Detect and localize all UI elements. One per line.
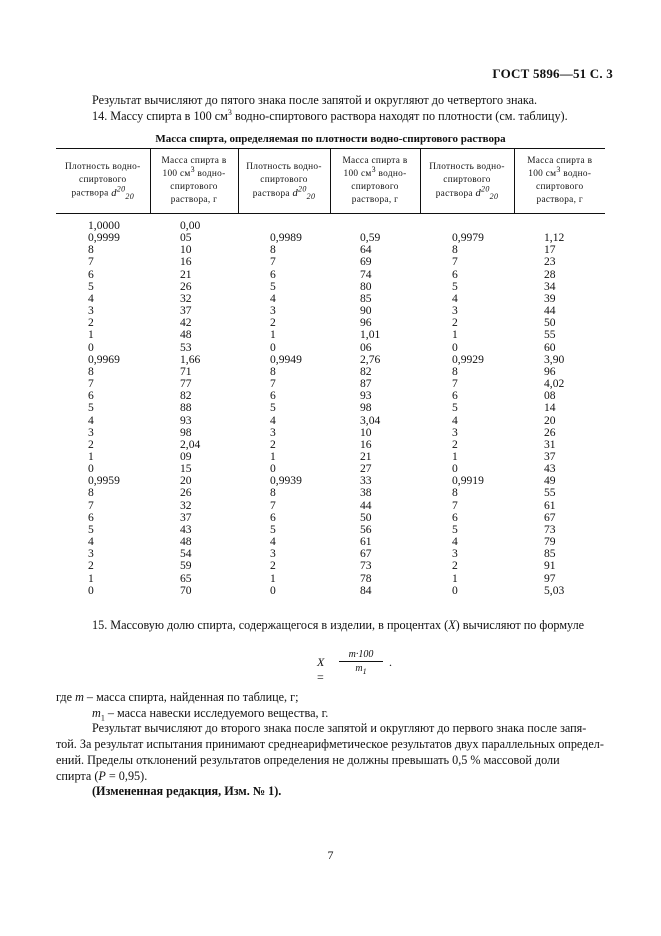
mass-cell: 97 [544,571,556,585]
mass-cell: 49 [544,474,556,488]
mass-cell: 26 [544,425,556,439]
page-number: 7 [327,848,334,862]
density-cell: 3 [88,547,94,561]
where-m1: $m_1$ – масса навески исследуемого вещества, г. [92,706,329,723]
density-cell: 0 [88,462,94,476]
table-row [56,390,605,402]
mass-cell: 85 [544,547,556,561]
density-cell: 2 [88,316,94,330]
mass-cell: 32 [180,291,192,305]
mass-cell: 3,04 [360,413,381,427]
mass-cell: 78 [360,571,372,585]
density-cell: 0,9919 [452,474,484,488]
paragraph-15: 15. Массовую долю спирта, содержащегося в изделии, в процентах (X) вычисляют по формуле [92,618,585,632]
density-cell: 8 [88,243,94,257]
density-cell: 4 [452,535,458,549]
density-cell: 0 [270,462,276,476]
density-cell: 1 [452,328,458,342]
density-cell: 4 [270,413,276,427]
table-row [56,244,605,256]
mass-cell: 50 [544,316,556,330]
mass-cell: 53 [180,340,192,354]
density-cell: 3 [88,425,94,439]
mass-cell: 71 [180,364,192,378]
header-mass-3: Масса спирта в 100 $см^3$ водно- спиртового раствора, г [514,149,605,214]
mass-cell: 2,04 [180,437,201,451]
density-cell: 3 [270,547,276,561]
density-cell: 1 [452,449,458,463]
table-row [56,415,605,427]
density-cell: 8 [88,364,94,378]
density-cell: 0 [452,340,458,354]
mass-cell: 48 [180,328,192,342]
density-cell: 1 [270,449,276,463]
density-cell: 0,9949 [270,352,302,366]
table-row [56,281,605,293]
table-row [56,366,605,378]
mass-cell: 44 [544,304,556,318]
density-cell: 0,9979 [452,231,484,245]
density-cell: 5 [270,401,276,415]
table-row [56,451,605,463]
table-row [56,317,605,329]
density-cell: 5 [88,279,94,293]
mass-cell: 55 [544,328,556,342]
table-row [56,427,605,439]
density-cell: 6 [270,389,276,403]
density-cell: 8 [270,364,276,378]
standard-header: ГОСТ 5896—51 С. 3 [492,66,613,81]
mass-cell: 54 [180,547,192,561]
density-cell: 7 [88,377,94,391]
mass-cell: 43 [180,522,192,536]
density-cell: 6 [452,510,458,524]
table-caption: Масса спирта, определяемая по плотности водно-спиртового раствора [155,133,506,145]
density-cell: 0 [88,340,94,354]
mass-cell: 55 [544,486,556,500]
mass-cell: 43 [544,462,556,476]
density-cell: 0 [452,583,458,597]
density-cell: 4 [88,413,94,427]
density-cell: 4 [452,291,458,305]
table-row [56,585,605,597]
header-mass-2: Масса спирта в 100 $см^3$ водно- спиртового раствора, г [330,149,420,214]
mass-cell: 44 [360,498,372,512]
mass-cell: 73 [360,559,372,573]
mass-cell: 16 [180,255,192,269]
density-cell: 8 [270,486,276,500]
density-cell: 0,9969 [88,352,120,366]
density-cell: 5 [270,279,276,293]
density-cell: 5 [88,401,94,415]
density-cell: 8 [270,243,276,257]
formula-denominator: $m_1$ [355,663,367,676]
density-cell: 6 [452,267,458,281]
table-row [56,463,605,475]
mass-cell: 82 [360,364,372,378]
table-header-row [56,149,605,214]
table-row [56,500,605,512]
where-m: где m – масса спирта, найденная по таблице, г; [56,690,299,704]
mass-cell: 98 [180,425,192,439]
mass-cell: 82 [180,389,192,403]
mass-cell: 4,02 [544,377,565,391]
density-cell: 8 [452,364,458,378]
header-density-3: Плотность водно- спиртового раствора $d^{20}_{20}$ [420,149,514,214]
table-row [56,512,605,524]
mass-cell: 59 [180,559,192,573]
document-page: ГОСТ 5896—51 С. 3 Результат вычисляют до пятого знака после запятой и округляют до четвертого знака. 14. Массу спирта в 100 $см^3$ водно-спиртового раствора находят по плотности (см. таблицу). Масса спирта, определяемая по плотности водно-спиртового раствора Плотность водно- спиртового раствора $d^{20}_{20}$ Масса спирта в 100 $см^3$ водно- спиртового раствора, г Плотность водно- спиртового раствора $d^{20}_{20}$ Масса спирта в 100 $см^3$ водно- спиртового раствора, г Плотность водно- спиртового раствора $d^{20}_{20}$ Масса спирта в 100 $см^3$ водно- спиртового раствора, г 1,0000 0,00 0,9999 05 0,9989 0,59 0,9979 1,12 8 10 8 64 8 17 7 16 7 69 7 23 6 21 6 74 6 28 5 26 5 80 5 34 4 32 4 85 4 39 3 37 3 90 3 44 2 42 2 96 2 50 1 48 1 1,01 1 55 0 53 0 06 0 60 0,9969 1,66 0,9949 2,76 0,9929 3,90 8 71 8 82 8 96 7 77 7 87 7 4,02 6 82 6 93 6 08 5 88 5 98 5 14 4 93 4 3,04 4 20 3 98 3 10 3 26 2 2,04 2 16 2 31 1 09 1 21 1 37 0 15 0 27 0 43 0,9959 20 0,9939 33 0,9919 49 8 26 8 38 8 55 7 32 7 44 7 61 6 37 6 50 6 67 5 43 5 56 5 73 4 48 4 61 4 79 3 54 3 67 3 85 2 59 2 73 2 91 1 65 1 78 1 97 0 70 0 84 0 5,03 15. Массовую долю спирта, содержащегося в изделии, в процентах (X) вычисляют по формуле X = $\frac{m\cdot 100}{m_1}$ . где m – масса спирта, найденная по таблице, г; $m_1$ – масса навески исследуемого вещества, г. Результат вычисляют до второго знака после запятой и округляют до первого знака после запя- той. За результат испытания принимают среднеарифметическое результатов двух параллельных определ- ений. Пределы отклонений результатов определения не должны превышать 0,5 % массовой доли спирта (P = 0,95). (Измененная редакция, Изм. № 1). 7 [0,0,661,936]
mass-cell: 06 [360,340,372,354]
mass-cell: 10 [180,243,192,257]
formula-fraction [339,648,383,675]
header-mass-1: Масса спирта в 100 $см^3$ водно- спиртового раствора, г [150,149,238,214]
table-row [56,232,605,244]
mass-cell: 21 [360,449,372,463]
density-cell: 7 [270,255,276,269]
mass-cell: 84 [360,583,372,597]
density-symbol: $d^{20}_{20}$ [111,184,135,202]
mass-cell: 23 [544,255,556,269]
mass-cell: 77 [180,377,192,391]
density-cell: 5 [270,522,276,536]
table-row [56,354,605,366]
mass-cell: 48 [180,535,192,549]
density-cell: 0,9999 [88,231,120,245]
density-cell: 7 [452,498,458,512]
density-cell: 1,0000 [88,219,120,232]
table-row [56,573,605,585]
density-cell: 1 [270,571,276,585]
density-cell: 7 [452,255,458,269]
mass-cell: 31 [544,437,556,451]
density-cell: 5 [452,522,458,536]
paragraph-rounding: Результат вычисляют до пятого знака после запятой и округляют до четвертого знака. [92,93,538,107]
density-cell: 3 [270,304,276,318]
mass-cell: 87 [360,377,372,391]
density-cell: 2 [88,559,94,573]
result-paragraph: Результат вычисляют до второго знака после запятой и округляют до первого знака после запя- той. За результат испытания принимают среднеарифметическое результатов двух параллельных определ- ений. Пределы отклонений результатов определения не должны превышать 0,5 % массовой доли спирта (P = 0,95). [56,721,604,783]
table-row [56,402,605,414]
density-cell: 3 [452,425,458,439]
density-cell: 2 [452,316,458,330]
density-cell: 0,9929 [452,352,484,366]
density-cell: 0 [270,583,276,597]
mass-cell: 73 [544,522,556,536]
mass-cell: 93 [360,389,372,403]
table-row [56,269,605,281]
mass-cell: 93 [180,413,192,427]
density-cell: 8 [452,243,458,257]
mass-cell: 16 [360,437,372,451]
mass-cell: 26 [180,279,192,293]
mass-cell: 20 [544,413,556,427]
mass-cell: 14 [544,401,556,415]
table-row [56,329,605,341]
mass-cell: 56 [360,522,372,536]
density-cell: 2 [452,437,458,451]
table-row [56,342,605,354]
table-row [56,548,605,560]
mass-cell: 74 [360,267,372,281]
density-cell [238,214,330,233]
mass-cell: 27 [360,462,372,476]
density-cell: 4 [270,291,276,305]
mass-cell: 42 [180,316,192,330]
mass-cell: 50 [360,510,372,524]
table-body [56,214,605,597]
mass-cell: 0,00 [180,219,201,232]
mass-cell: 08 [544,389,556,403]
density-cell: 3 [452,547,458,561]
density-cell: 2 [88,437,94,451]
density-cell: 0,9959 [88,474,120,488]
mass-cell: 80 [360,279,372,293]
mass-cell: 20 [180,474,192,488]
mass-cell: 5,03 [544,583,565,597]
mass-cell: 79 [544,535,556,549]
density-cell: 3 [270,425,276,439]
density-cell: 2 [270,437,276,451]
mass-cell: 3,90 [544,352,565,366]
mass-cell: 17 [544,243,556,257]
mass-cell: 2,76 [360,352,381,366]
table-row [56,560,605,572]
paragraph-14: 14. Массу спирта в 100 $см^3$ водно-спиртового раствора находят по плотности (см. таблицу). [92,107,568,123]
mass-cell: 15 [180,462,192,476]
density-cell: 0 [270,340,276,354]
density-cell: 8 [88,486,94,500]
mass-cell: 21 [180,267,192,281]
density-cell: 4 [452,413,458,427]
density-cell: 8 [452,486,458,500]
mass-cell: 61 [544,498,556,512]
mass-cell: 61 [360,535,372,549]
mass-cell: 60 [544,340,556,354]
density-cell: 3 [452,304,458,318]
density-cell: 1 [88,449,94,463]
density-cell: 6 [88,267,94,281]
mass-cell: 65 [180,571,192,585]
mass-cell: 67 [360,547,372,561]
mass-cell: 33 [360,474,372,488]
mass-cell: 91 [544,559,556,573]
density-cell: 6 [452,389,458,403]
mass-cell: 1,66 [180,352,201,366]
mass-cell: 70 [180,583,192,597]
mass-cell: 0,59 [360,231,381,245]
density-cell: 7 [88,255,94,269]
density-cell: 4 [88,291,94,305]
density-cell: 7 [270,377,276,391]
edition-note: (Измененная редакция, Изм. № 1). [92,784,282,798]
alcohol-mass-table [56,148,605,597]
density-cell: 1 [270,328,276,342]
density-cell: 0 [452,462,458,476]
table-row [56,524,605,536]
density-cell: 3 [88,304,94,318]
table-row [56,214,605,233]
mass-cell [514,214,605,233]
table-row [56,305,605,317]
mass-cell: 05 [180,231,192,245]
mass-cell [330,214,420,233]
density-cell: 7 [452,377,458,391]
density-cell: 6 [270,510,276,524]
density-cell [420,214,514,233]
mass-cell: 37 [180,304,192,318]
density-cell: 0,9989 [270,231,302,245]
density-cell: 1 [452,571,458,585]
table-row [56,475,605,487]
header-density-1: Плотность водно- спиртового раствора $d^{20}_{20}$ [56,149,150,214]
table-row [56,439,605,451]
mass-cell: 10 [360,425,372,439]
table-row [56,293,605,305]
mass-cell: 28 [544,267,556,281]
mass-cell: 1,01 [360,328,381,342]
density-cell: 1 [88,328,94,342]
density-cell: 6 [270,267,276,281]
mass-cell: 67 [544,510,556,524]
density-cell: 1 [88,571,94,585]
density-cell: 5 [452,279,458,293]
density-cell: 5 [88,522,94,536]
mass-cell: 39 [544,291,556,305]
mass-cell: 98 [360,401,372,415]
header-density-2: Плотность водно- спиртового раствора $d^{20}_{20}$ [238,149,330,214]
mass-cell: 88 [180,401,192,415]
mass-cell: 38 [360,486,372,500]
mass-cell: 69 [360,255,372,269]
mass-cell: 96 [544,364,556,378]
mass-cell: 1,12 [544,231,565,245]
mass-cell: 85 [360,291,372,305]
mass-cell: 32 [180,498,192,512]
mass-cell: 90 [360,304,372,318]
mass-cell: 26 [180,486,192,500]
mass-cell: 96 [360,316,372,330]
table-row [56,487,605,499]
density-cell: 6 [88,510,94,524]
table-row [56,378,605,390]
mass-cell: 64 [360,243,372,257]
mass-cell: 37 [180,510,192,524]
density-cell: 2 [452,559,458,573]
density-cell: 4 [270,535,276,549]
density-cell: 2 [270,316,276,330]
density-cell: 0,9939 [270,474,302,488]
table-row [56,256,605,268]
mass-cell: 34 [544,279,556,293]
density-cell: 7 [270,498,276,512]
density-cell: 6 [88,389,94,403]
mass-cell: 37 [544,449,556,463]
mass-cell: 09 [180,449,192,463]
density-cell: 7 [88,498,94,512]
density-cell: 0 [88,583,94,597]
density-cell: 4 [88,535,94,549]
table-row [56,536,605,548]
density-cell: 5 [452,401,458,415]
density-cell: 2 [270,559,276,573]
formula-numerator: m·100 [339,648,383,662]
